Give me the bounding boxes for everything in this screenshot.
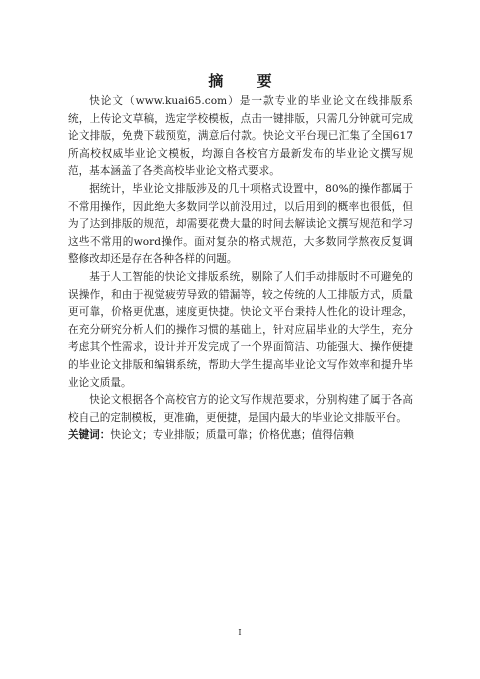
abstract-paragraph-2: 据统计，毕业论文排版涉及的几十项格式设置中，80%的操作都属于不常用操作，因此绝大多数同学以前没用过，以后用到的概率也很低，但为了达到排版的规范，却需要花费大量的时间去解读论文撰写规范和学习这些不常用的word操作。面对复杂的格式规范，大多数同学熬夜反复调整修改却还是存在各种各样的问题。 <box>68 182 413 266</box>
abstract-title: 摘 要 <box>208 72 286 90</box>
abstract-paragraph-3: 基于人工智能的快论文排版系统，剔除了人们手动排版时不可避免的误操作，和由于视觉疲劳导致的错漏等，较之传统的人工排版方式，质量更可靠，价格更优惠，速度更快捷。快论文平台秉持人性化的设计理念，在充分研究分析人们的操作习惯的基础上，针对应届毕业的大学生，充分考虑其个性需求，设计并开发完成了一个界面简洁、功能强大、操作便捷的毕业论文排版和编辑系统，帮助大学生提高毕业论文写作效率和提升毕业论文质量。 <box>68 270 413 389</box>
abstract-paragraph-4: 快论文根据各个高校官方的论文写作规范要求，分别构建了属于各高校自己的定制模板，更准确，更便捷，是国内最大的毕业论文排版平台。 <box>68 394 413 424</box>
keywords-label: 关键词： <box>68 429 111 442</box>
abstract-body <box>68 93 413 445</box>
abstract-paragraph-1: 快论文（www.kuai65.com）是一款专业的毕业论文在线排版系统，上传论文草稿，选定学校模板，点击一键排版，只需几分钟就可完成论文排版，免费下载预览，满意后付款。快论文平台现已汇集了全国617所高校权威毕业论文模板，均源自各校官方最新发布的毕业论文撰写规范，基本涵盖了各类高校毕业论文格式要求。 <box>68 95 413 178</box>
keywords-line <box>68 427 413 445</box>
keywords-text: 快论文；专业排版；质量可靠；价格优惠；值得信赖 <box>110 429 355 442</box>
page-number: I <box>238 628 242 637</box>
